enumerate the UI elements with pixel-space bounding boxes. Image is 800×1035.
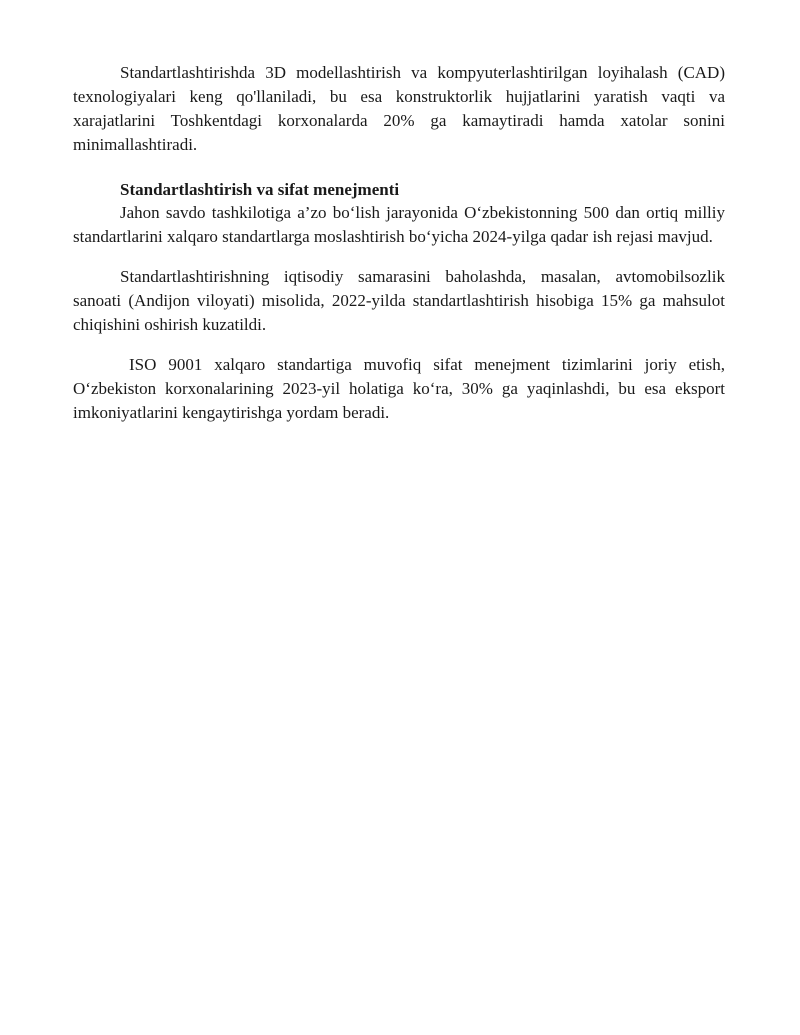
paragraph-cad-technologies: Standartlashtirishda 3D modellashtirish va kompyuterlashtirilgan loyihalash (CAD) texnologiyalari keng qo'llaniladi, bu esa konstruktorlik hujjatlarini yaratish vaqti va xarajatlarini Toshkentdagi korxonalarda 20% ga kamaytiradi hamda xatolar sonini minimallashtiradi. (73, 63, 725, 154)
paragraph-economic-effect: Standartlashtirishning iqtisodiy samarasini baholashda, masalan, avtomobilsozlik sanoati (Andijon viloyati) misolida, 2022-yilda standartlashtirish hisobiga 15% ga mahsulot chiqishini oshirish kuzatildi. (73, 267, 725, 334)
section-heading: Standartlashtirish va sifat menejmenti (120, 180, 400, 199)
paragraph-iso-9001: ISO 9001 xalqaro standartiga muvofiq sifat menejment tizimlarini joriy etish, O‘zbekiston korxonalarining 2023-yil holatiga ko‘ra, 30% ga yaqinlashdi, bu esa eksport imkoniyatlarini kengaytirishga yordam beradi. (73, 355, 725, 422)
paragraph-wto-membership: Jahon savdo tashkilotiga a’zo bo‘lish jarayonida O‘zbekistonning 500 dan ortiq milliy standartlarini xalqaro standartlarga moslashtirish bo‘yicha 2024-yilga qadar ish rejasi mavjud. (73, 203, 725, 246)
document-body (73, 61, 725, 425)
